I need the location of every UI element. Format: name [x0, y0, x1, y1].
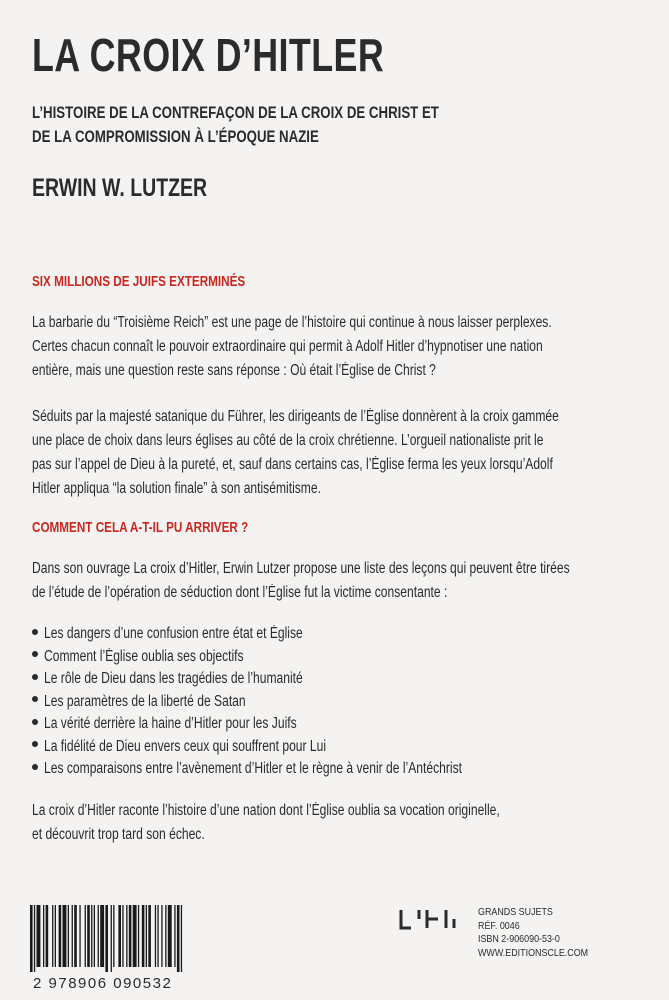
section-heading-2: COMMENT CELA A-T-IL PU ARRIVER ? [32, 519, 249, 536]
paragraph-line: Dans son ouvrage La croix d’Hitler, Erwin Lutzer propose une liste des leçons qui peuvent être tirées [32, 560, 570, 577]
publisher-website: WWW.EDITIONSCLE.COM [478, 946, 589, 959]
publisher-info [478, 906, 608, 960]
list-item [32, 646, 580, 669]
paragraph-1 [32, 311, 669, 383]
paragraph-line: La barbarie du “Troisième Reich” est une page de l’histoire qui continue à nous laisser perplexes. [32, 314, 552, 331]
list-item-text: La vérité derrière la haine d’Hitler pour les Juifs [44, 715, 297, 732]
paragraph-line: et découvrit trop tard son échec. [32, 826, 205, 843]
paragraph-line: une place de choix dans leurs églises au côté de la croix chrétienne. L’orgueil nationaliste prit le [32, 432, 544, 449]
publisher-reference: RÉF. 0046 [478, 919, 520, 932]
list-item-text: Le rôle de Dieu dans les tragédies de l’humanité [44, 670, 303, 687]
paragraph-line: La croix d’Hitler raconte l’histoire d’une nation dont l’Église oublia sa vocation originelle, [32, 802, 500, 819]
book-subtitle-line-2: DE LA COMPROMISSION À L’ÉPOQUE NAZIE [32, 127, 319, 146]
publisher-logo-icon [398, 906, 470, 932]
list-item [32, 758, 580, 781]
paragraph-4 [32, 799, 632, 847]
paragraph-line: Séduits par la majesté satanique du Führer, les dirigeants de l’Église donnèrent à la croix gammée [32, 408, 559, 425]
book-title: LA CROIX D’HITLER [32, 29, 385, 81]
bullet-icon [32, 651, 38, 657]
list-item-text: Comment l’Église oublia ses objectifs [44, 647, 244, 665]
barcode-icon [28, 905, 224, 972]
barcode-number: 2 978906 090532 [33, 975, 173, 992]
bullet-icon [32, 696, 38, 702]
bullet-icon [32, 764, 38, 770]
bullet-icon [32, 741, 38, 747]
book-author: ERWIN W. LUTZER [32, 174, 208, 202]
list-item [32, 668, 580, 691]
book-subtitle-line-1: L’HISTOIRE DE LA CONTREFAÇON DE LA CROIX DE CHRIST ET [32, 103, 439, 122]
section-heading-1: SIX MILLIONS DE JUIFS EXTERMINÉS [32, 273, 246, 290]
paragraph-line: Certes chacun connaît le pouvoir extraordinaire qui permit à Adolf Hitler d’hypnotiser une nation [32, 338, 543, 355]
list-item-text: Les comparaisons entre l’avènement d’Hitler et le règne à venir de l’Antéchrist [44, 760, 462, 777]
list-item-text: Les paramètres de la liberté de Satan [44, 692, 246, 710]
paragraph-line: entière, mais une question reste sans réponse : Où était l’Église de Christ ? [32, 362, 436, 379]
list-item [32, 736, 580, 759]
list-item [32, 623, 580, 646]
paragraph-2 [32, 405, 669, 501]
paragraph-3 [32, 557, 669, 605]
paragraph-line: de l’étude de l’opération de séduction dont l’Église fut la victime consentante : [32, 584, 448, 601]
list-item-text: La fidélité de Dieu envers ceux qui souffrent pour Lui [44, 737, 327, 755]
list-item-text: Les dangers d’une confusion entre état et Église [44, 625, 303, 642]
list-item [32, 713, 580, 736]
list-item [32, 691, 580, 714]
bullet-icon [32, 629, 38, 635]
bullet-icon [32, 719, 38, 725]
paragraph-line: pas sur l’appel de Dieu à la pureté, et, sauf dans certains cas, l’Église ferma les yeux lorsqu’Adolf [32, 456, 553, 473]
bullet-icon [32, 674, 38, 680]
publisher-collection: GRANDS SUJETS [478, 906, 553, 918]
paragraph-line: Hitler appliqua “la solution finale” à son antisémitisme. [32, 480, 321, 497]
publisher-isbn: ISBN 2-906090-53-0 [478, 933, 560, 945]
lessons-list [32, 623, 580, 781]
